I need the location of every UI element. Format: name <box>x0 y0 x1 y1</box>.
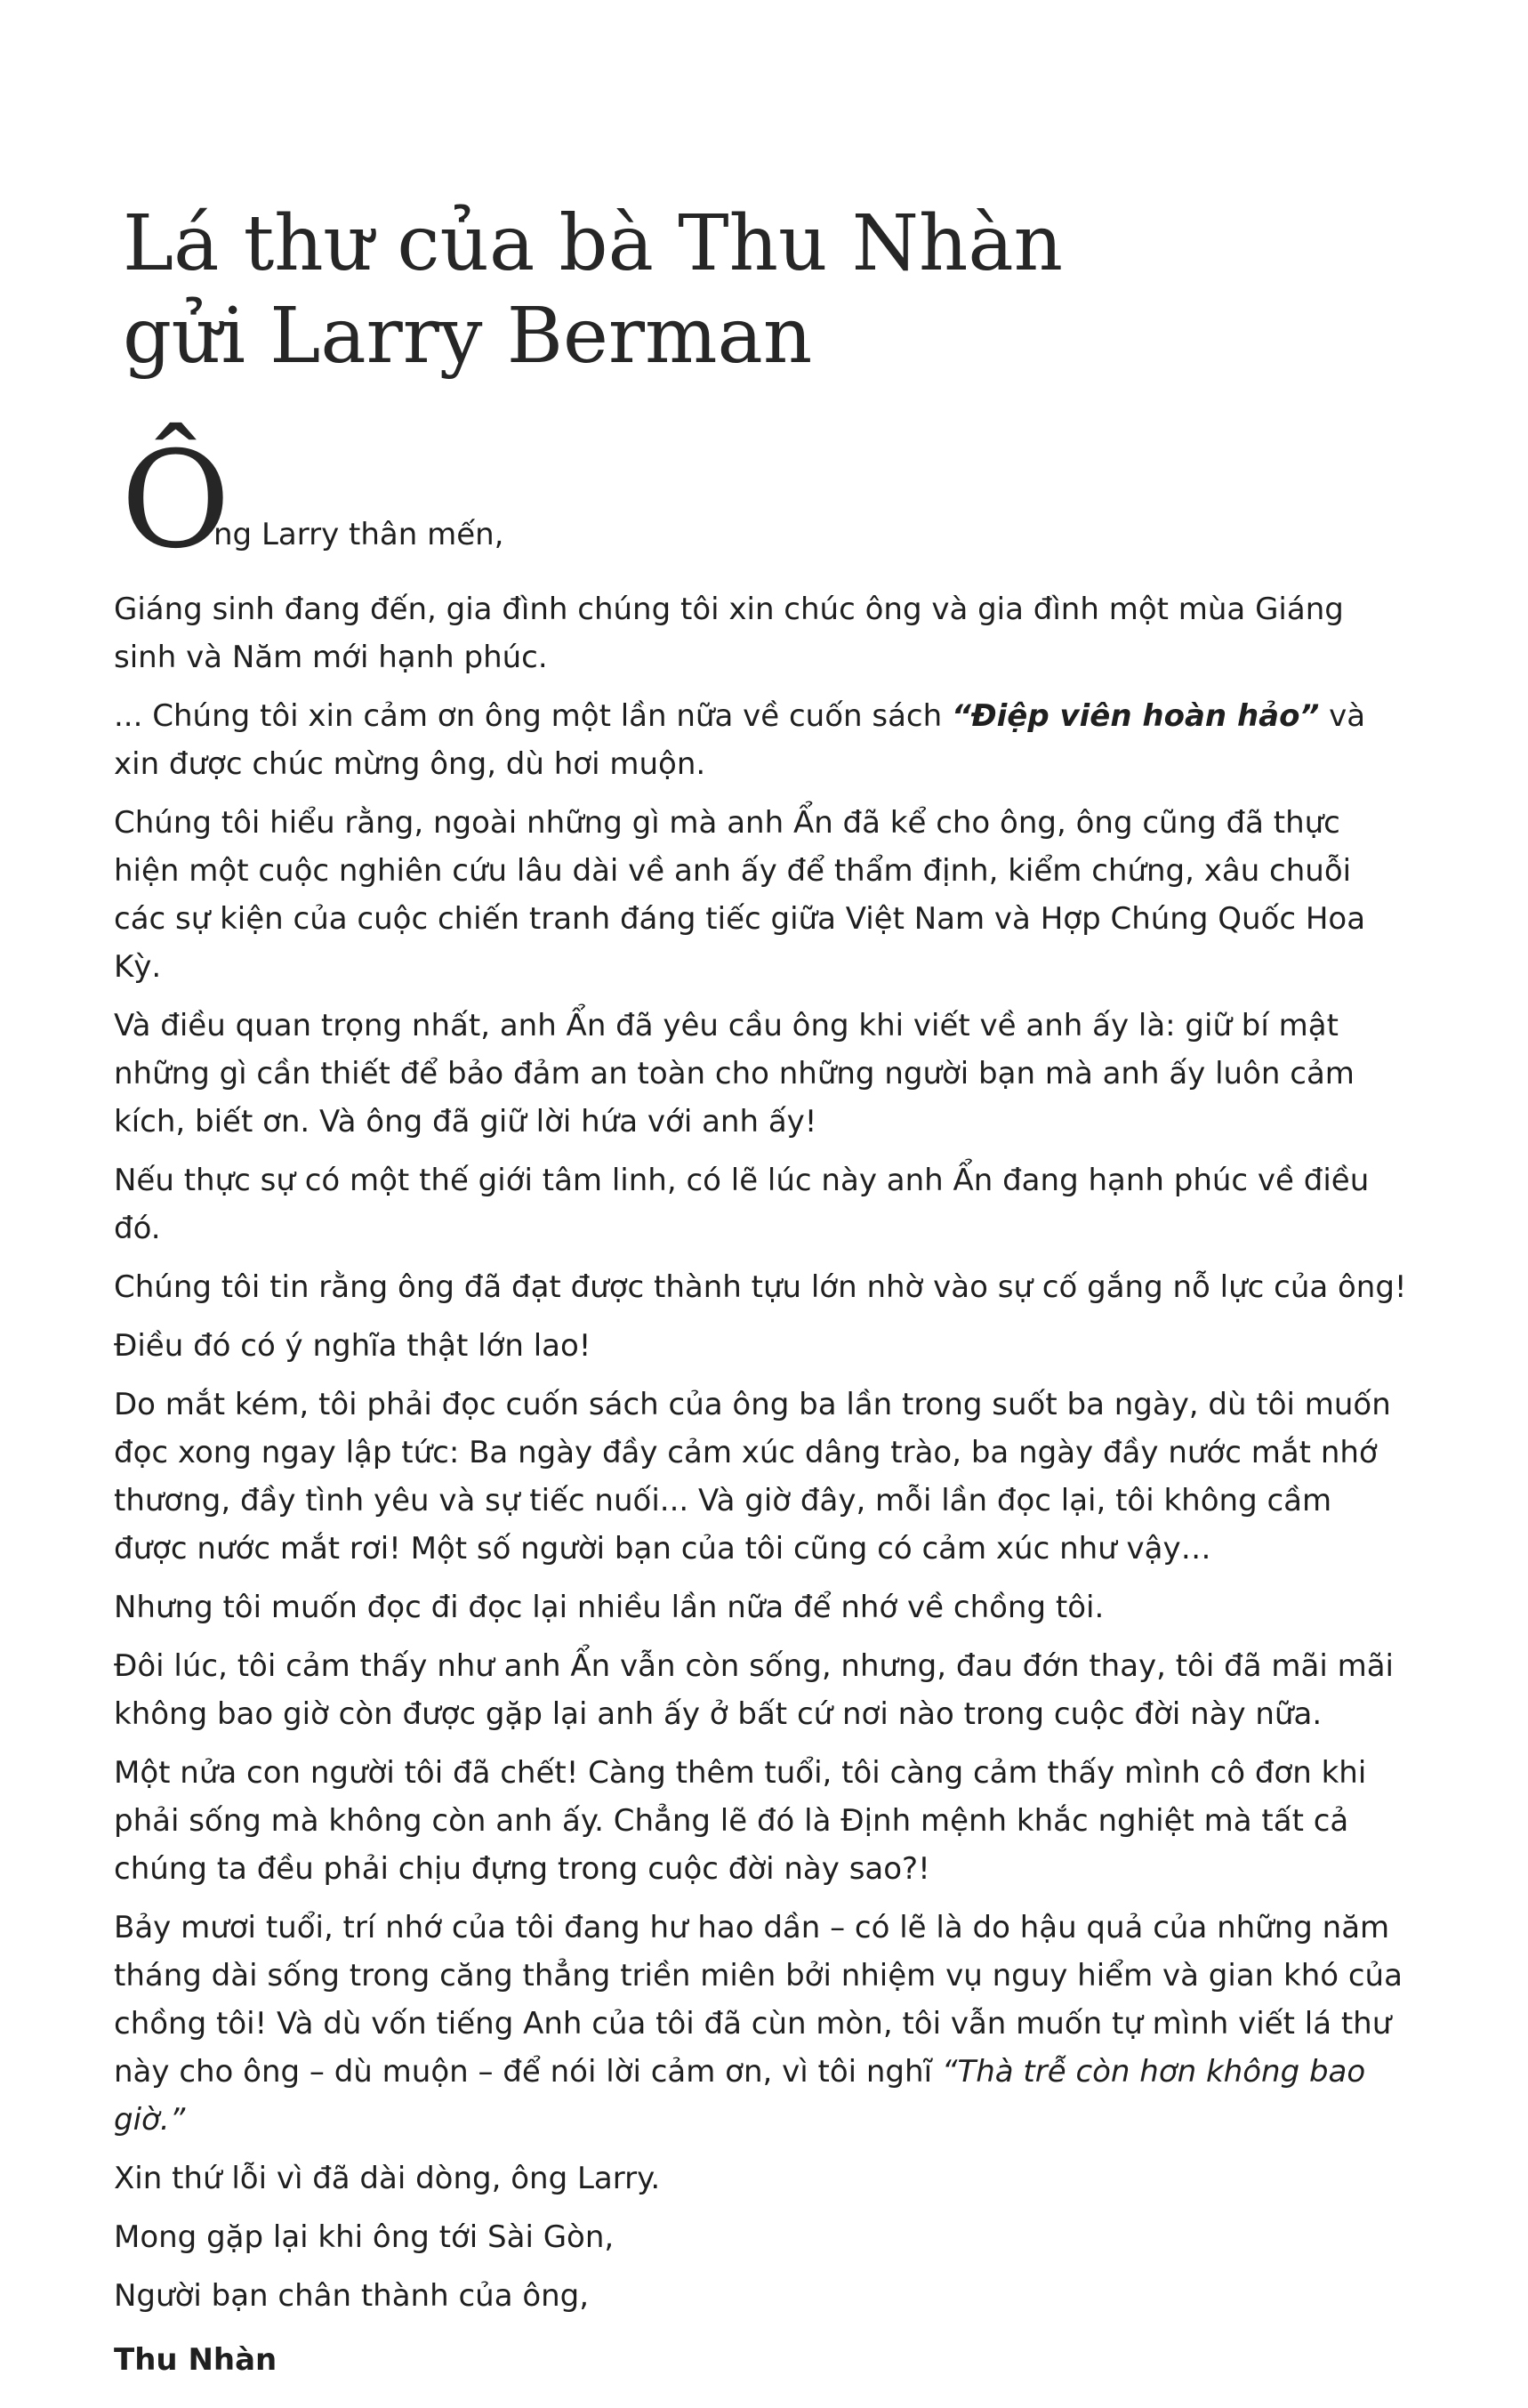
paragraph-9: Nhưng tôi muốn đọc đi đọc lại nhiều lần nữa để nhớ về chồng tôi. <box>114 1590 1105 1625</box>
drop-cap: Ô <box>121 423 230 578</box>
paragraph-5: Nếu thực sự có một thế giới tâm linh, có lẽ lúc này anh Ẩn đang hạnh phúc về điều đó. <box>114 1163 1370 1246</box>
salutation-text: ng Larry thân mến, <box>213 517 504 552</box>
salutation <box>114 423 1412 578</box>
title-line-1: Lá thư của bà Thu Nhàn <box>123 199 1063 288</box>
paragraph-4: Và điều quan trọng nhất, anh Ẩn đã yêu cầu ông khi viết về anh ấy là: giữ bí mật những gì cần thiết để bảo đảm an toàn cho những người bạn mà anh ấy luôn cảm kích, biết ơn. Và ông đã giữ lời hứa với anh ấy! <box>114 1008 1355 1140</box>
paragraph-2-after: và xin được chúc mừng ông, dù hơi muộn. <box>114 698 1366 782</box>
signature: Thu Nhàn <box>114 2342 277 2378</box>
letter-body <box>114 423 1412 2395</box>
closing-2: Mong gặp lại khi ông tới Sài Gòn, <box>114 2219 615 2255</box>
page-title <box>123 197 1368 383</box>
title-line-2: gửi Larry Berman <box>123 292 813 381</box>
paragraph-1: Giáng sinh đang đến, gia đình chúng tôi xin chúc ông và gia đình một mùa Giáng sinh và Năm mới hạnh phúc. <box>114 592 1344 675</box>
proverb-quote: “Thà trễ còn hơn không bao giờ.” <box>114 2054 1366 2138</box>
paragraph-12-before: Bảy mươi tuổi, trí nhớ của tôi đang hư hao dần – có lẽ là do hậu quả của những năm tháng dài sống trong căng thẳng triền miên bởi nhiệm vụ nguy hiểm và gian khó của chồng tôi! Và dù vốn tiếng Anh của tôi đã cùn mòn, tôi vẫn muốn tự mình viết lá thư này cho ông – dù muộn – để nói lời cảm ơn, vì tôi nghĩ <box>114 1910 1403 2090</box>
paragraph-12 <box>114 1904 1412 2144</box>
paragraph-10: Đôi lúc, tôi cảm thấy như anh Ẩn vẫn còn sống, nhưng, đau đớn thay, tôi đã mãi mãi không bao giờ còn được gặp lại anh ấy ở bất cứ nơi nào trong cuộc đời này nữa. <box>114 1648 1395 1732</box>
paragraph-2-before: ... Chúng tôi xin cảm ơn ông một lần nữa về cuốn sách <box>114 698 952 734</box>
paragraph-8: Do mắt kém, tôi phải đọc cuốn sách của ông ba lần trong suốt ba ngày, dù tôi muốn đọc xong ngay lập tức: Ba ngày đầy cảm xúc dâng trào, ba ngày đầy nước mắt nhớ thương, đầy tình yêu và sự tiếc nuối... Và giờ đây, mỗi lần đọc lại, tôi không cầm được nước mắt rơi! Một số người bạn của tôi cũng có cảm xúc như vậy… <box>114 1387 1391 1566</box>
paragraph-7: Điều đó có ý nghĩa thật lớn lao! <box>114 1328 591 1364</box>
closing-1: Xin thứ lỗi vì đã dài dòng, ông Larry. <box>114 2161 661 2196</box>
paragraph-11: Một nửa con người tôi đã chết! Càng thêm tuổi, tôi càng cảm thấy mình cô đơn khi phải sống mà không còn anh ấy. Chẳng lẽ đó là Định mệnh khắc nghiệt mà tất cả chúng ta đều phải chịu đựng trong cuộc đời này sao?! <box>114 1755 1367 1887</box>
closing-3: Người bạn chân thành của ông, <box>114 2278 590 2314</box>
paragraph-6: Chúng tôi tin rằng ông đã đạt được thành tựu lớn nhờ vào sự cố gắng nỗ lực của ông! <box>114 1269 1407 1305</box>
paragraph-3: Chúng tôi hiểu rằng, ngoài những gì mà anh Ẩn đã kể cho ông, ông cũng đã thực hiện một cuộc nghiên cứu lâu dài về anh ấy để thẩm định, kiểm chứng, xâu chuỗi các sự kiện của cuộc chiến tranh đáng tiếc giữa Việt Nam và Hợp Chúng Quốc Hoa Kỳ. <box>114 805 1366 985</box>
book-title: “Điệp viên hoàn hảo” <box>951 698 1320 734</box>
paragraph-2 <box>114 692 1412 788</box>
